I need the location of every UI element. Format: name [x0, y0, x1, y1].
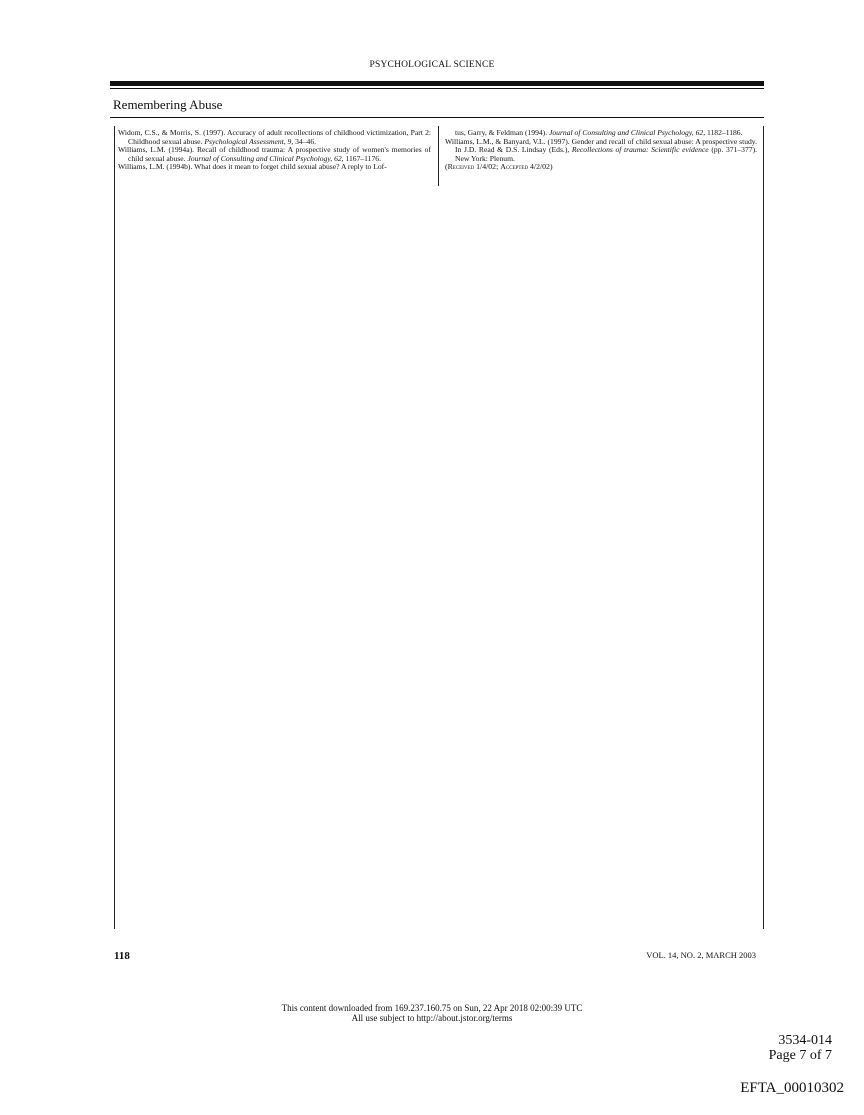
received-date: 1/4/02;: [476, 162, 499, 171]
reference-pages: 1182–1186.: [705, 128, 743, 137]
reference-entry: [118, 163, 431, 172]
reference-entry: [445, 138, 757, 164]
reference-pages: 34–46.: [293, 136, 317, 146]
running-head: Remembering Abuse: [113, 97, 223, 112]
journal-header: PSYCHOLOGICAL SCIENCE: [369, 60, 495, 70]
reference-text: tus, Garry, & Feldman (1994).: [455, 128, 549, 137]
references-right-column: [445, 129, 757, 172]
volume-info: VOL. 14, NO. 2, MARCH 2003: [646, 950, 756, 960]
reference-entry: [118, 146, 431, 163]
reference-source: Journal of Consulting and Clinical Psychology, 62,: [187, 153, 344, 163]
references-left-column: [118, 129, 431, 172]
header-rule-thick: [110, 81, 764, 86]
reference-source: Psychological Assessment, 9,: [204, 136, 294, 146]
reference-source: Journal of Consulting and Clinical Psychology, 62,: [549, 128, 706, 137]
reference-entry: [118, 129, 431, 146]
column-divider-line: [438, 126, 439, 186]
bates-number: EFTA_00010302: [740, 1080, 844, 1096]
running-head-rule: [110, 117, 764, 118]
left-margin-line: [114, 126, 115, 929]
reference-pages: 1167–1176.: [343, 153, 381, 163]
reference-text: Williams, L.M. (1994a). Recall of childhood trauma: A prospective study of women's memories of child sexual abuse.: [118, 145, 431, 163]
header-rule-thin: [110, 88, 764, 89]
terms-notice: All use subject to http://about.jstor.org/terms: [351, 1013, 513, 1023]
document-id-stamp: 3534-014: [778, 1033, 832, 1048]
right-margin-line: [763, 126, 764, 929]
received-accepted-dates: (Received 1/4/02; Accepted 4/2/02): [445, 162, 553, 171]
document-page-stamp: Page 7 of 7: [768, 1048, 832, 1063]
reference-text: Williams, L.M., & Banyard, V.L. (1997). Gender and recall of child sexual abuse: A prospective study. In J.D. Read & D.S. Lindsay (Eds.),: [445, 136, 757, 154]
accepted-date: 4/2/02: [530, 162, 550, 171]
reference-text: Widom, C.S., & Morris, S. (1997). Accuracy of adult recollections of childhood victimization, Part 2: Childhood sexual abuse.: [118, 128, 431, 146]
reference-source: Recollections of trauma: Scientific evidence: [571, 145, 709, 154]
received-label: Received: [447, 162, 475, 171]
reference-text: Williams, L.M. (1994b). What does it mean to forget child sexual abuse? A reply to Lof-: [118, 162, 387, 171]
download-notice: This content downloaded from 169.237.160.75 on Sun, 22 Apr 2018 02:00:39 UTC: [281, 1003, 583, 1013]
page-number: 118: [114, 950, 130, 962]
accepted-label: Accepted: [500, 162, 529, 171]
reference-pages: (pp. 371–377). New York: Plenum.: [455, 145, 758, 163]
